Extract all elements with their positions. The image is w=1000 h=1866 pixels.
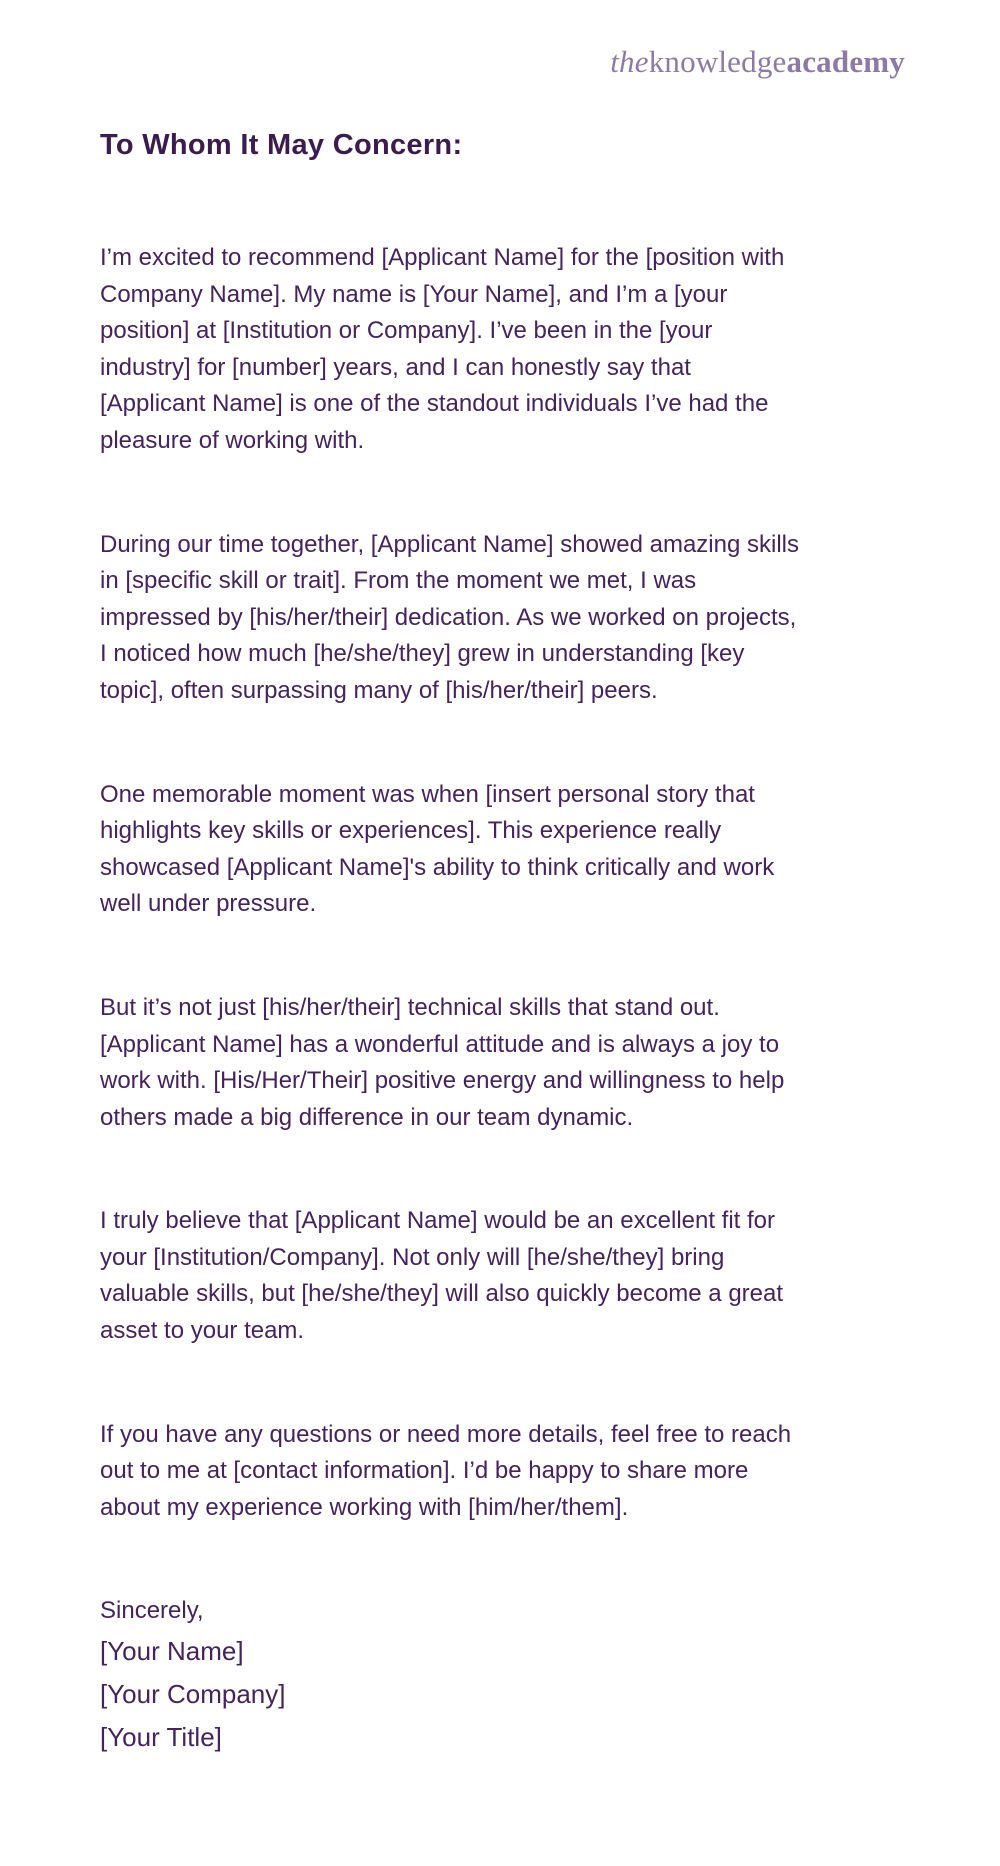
letter-line: in [specific skill or trait]. From the moment we met, I was (100, 567, 697, 595)
letter-line: But it’s not just [his/her/their] technical skills that stand out. (100, 993, 720, 1021)
letter-line: valuable skills, but [he/she/they] will also quickly become a great (100, 1280, 784, 1308)
letter-line: [Applicant Name] is one of the standout individuals I’ve had the (100, 390, 769, 418)
letter-line: I’m excited to recommend [Applicant Name] for the [position with (100, 244, 785, 271)
knowledge-academy-logo (610, 44, 905, 80)
logo-part-knowledge: knowledge (648, 44, 787, 79)
paragraph-6 (100, 1417, 820, 1527)
letter-line: topic], often surpassing many of [his/her/their] peers. (100, 676, 658, 704)
letter-line: showcased [Applicant Name]'s ability to think critically and work (100, 853, 775, 881)
letter-line: your [Institution/Company]. Not only will [he/she/they] bring (100, 1243, 725, 1271)
paragraph-1 (100, 240, 820, 460)
signature-company: [Your Company] (100, 1679, 286, 1710)
letter-line: industry] for [number] years, and I can honestly say that (100, 353, 691, 381)
letter-line: highlights key skills or experiences]. This experience really (100, 817, 722, 845)
letter-line: well under pressure. (100, 890, 317, 918)
letter-line: work with. [His/Her/Their] positive energy and willingness to help (100, 1067, 785, 1095)
letter-line: I truly believe that [Applicant Name] would be an excellent fit for (100, 1207, 776, 1235)
paragraph-5 (100, 1203, 820, 1349)
signature-name: [Your Name] (100, 1636, 244, 1667)
signature-closing: Sincerely, (100, 1597, 204, 1625)
letter-line: One memorable moment was when [insert personal story that (100, 780, 755, 808)
letter-line: asset to your team. (100, 1317, 305, 1345)
letter-body (100, 240, 820, 1526)
logo-part-academy: academy (786, 44, 905, 79)
signature-block (100, 1593, 820, 1759)
logo-part-the: the (610, 44, 649, 79)
paragraph-3 (100, 777, 820, 923)
letter-content (100, 126, 820, 1759)
letter-line: Company Name]. My name is [Your Name], and I’m a [your (100, 280, 728, 308)
letter-line: position] at [Institution or Company]. I’ve been in the [your (100, 317, 713, 345)
letter-line: I noticed how much [he/she/they] grew in understanding [key (100, 640, 745, 668)
signature-title: [Your Title] (100, 1722, 222, 1753)
letter-line: about my experience working with [him/her/them]. (100, 1493, 629, 1521)
letter-line: [Applicant Name] has a wonderful attitude and is always a joy to (100, 1030, 780, 1058)
letter-line: If you have any questions or need more details, feel free to reach (100, 1420, 792, 1448)
letter-heading: To Whom It May Concern: (100, 129, 463, 161)
paragraph-4 (100, 990, 820, 1136)
letter-line: During our time together, [Applicant Name] showed amazing skills (100, 530, 799, 558)
letter-line: pleasure of working with. (100, 426, 365, 454)
letter-line: out to me at [contact information]. I’d be happy to share more (100, 1457, 749, 1485)
letter-line: impressed by [his/her/their] dedication. As we worked on projects, (100, 603, 797, 631)
paragraph-2 (100, 527, 820, 710)
letter-line: others made a big difference in our team dynamic. (100, 1103, 634, 1131)
